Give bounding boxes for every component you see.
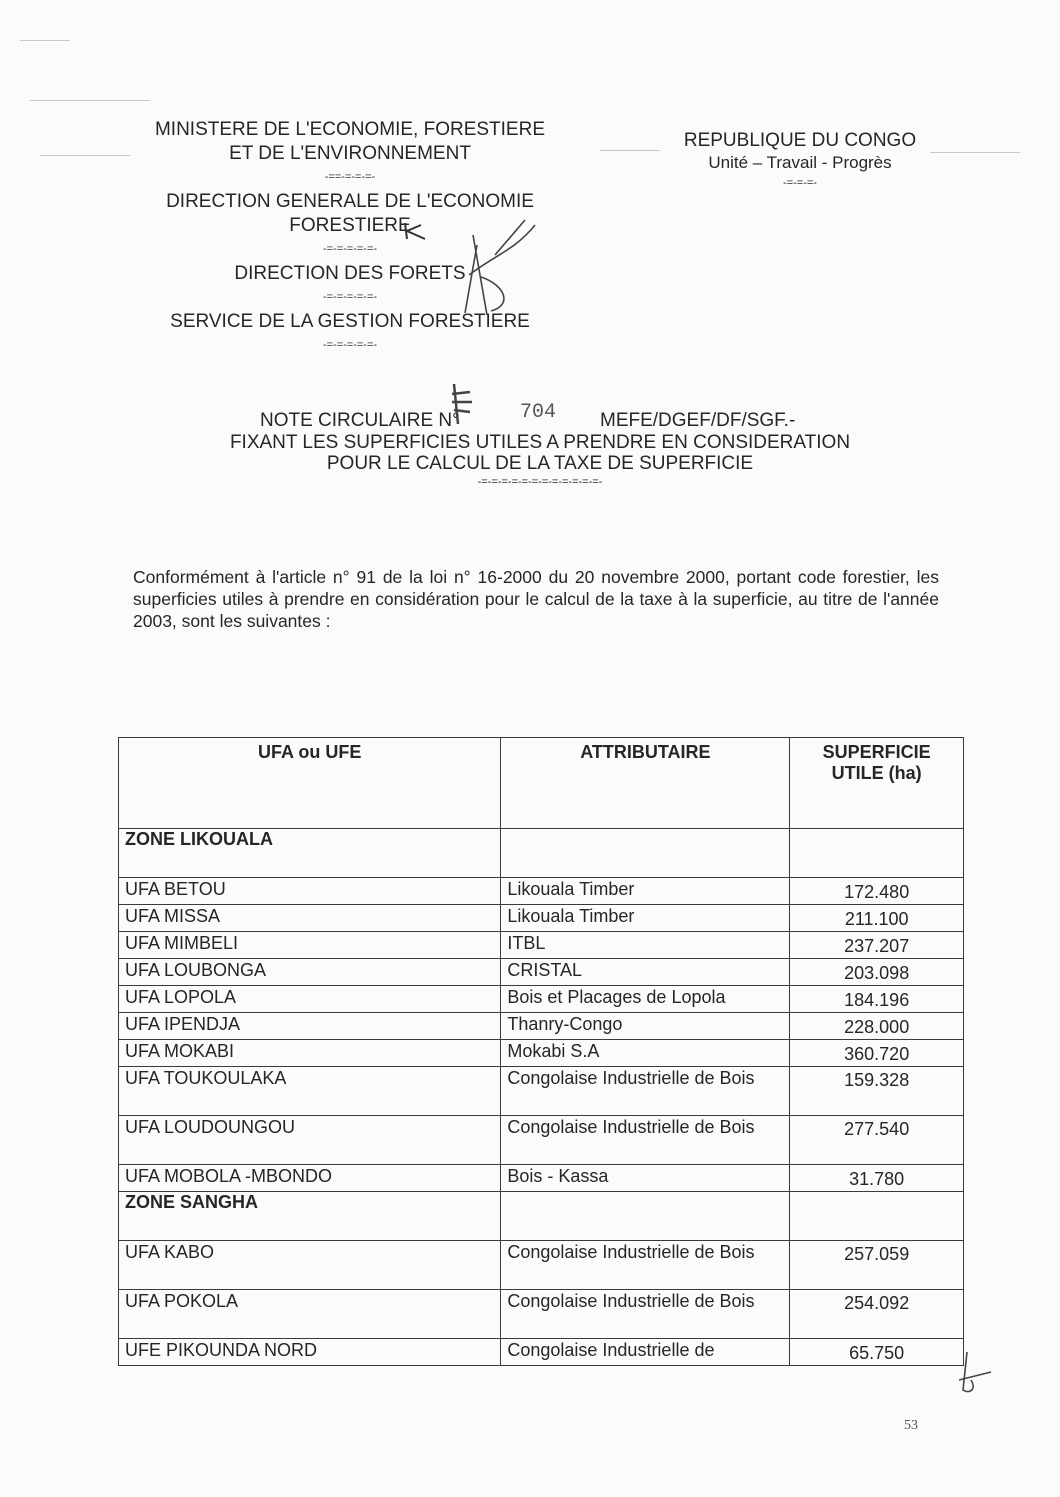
separator: -=-=-=-=-=- — [322, 243, 378, 255]
area-cell: 360.720 — [790, 1040, 964, 1067]
holder-cell: Congolaise Industrielle de Bois — [501, 1116, 790, 1165]
ministry-name-line2: ET DE L'ENVIRONNEMENT — [229, 143, 471, 164]
note-number-row — [140, 401, 940, 432]
holder-cell: Bois - Kassa — [501, 1165, 790, 1192]
note-title-line2: POUR LE CALCUL DE LA TAXE DE SUPERFICIE — [326, 453, 754, 474]
holder-cell: Bois et Placages de Lopola — [501, 986, 790, 1013]
ufa-cell: UFA TOUKOULAKA — [119, 1067, 501, 1116]
area-cell: 211.100 — [790, 905, 964, 932]
holder-cell: ITBL — [501, 932, 790, 959]
zone-label: ZONE LIKOUALA — [119, 829, 501, 878]
page-number: 53 — [904, 1418, 918, 1433]
country-name: REPUBLIQUE DU CONGO — [683, 130, 917, 151]
holder-cell: Congolaise Industrielle de — [501, 1339, 790, 1366]
table-row — [119, 1116, 964, 1165]
area-cell: 228.000 — [790, 1013, 964, 1040]
intro-paragraph: Conformément à l'article n° 91 de la loi n° 16-2000 du 20 novembre 2000, portant code forestier, les superficies utiles à prendre en considération pour le calcul de la taxe à la superficie, au titre de l'année 2003, sont les suivantes : — [133, 567, 939, 631]
national-motto: Unité – Travail - Progrès — [708, 153, 892, 172]
table-row — [119, 959, 964, 986]
area-cell: 31.780 — [790, 1165, 964, 1192]
zone-label: ZONE SANGHA — [119, 1192, 501, 1241]
column-header-holder: ATTRIBUTAIRE — [501, 738, 790, 829]
stamp-mark — [448, 380, 478, 430]
empty-cell — [501, 829, 790, 878]
holder-cell: Congolaise Industrielle de Bois — [501, 1241, 790, 1290]
scan-artifact — [30, 100, 150, 101]
holder-cell: Mokabi S.A — [501, 1040, 790, 1067]
column-header-ufa: UFA ou UFE — [119, 738, 501, 829]
table-row — [119, 932, 964, 959]
table-header-row — [119, 738, 964, 829]
holder-cell: Thanry-Congo — [501, 1013, 790, 1040]
table-row — [119, 1013, 964, 1040]
table-row — [119, 1290, 964, 1339]
note-prefix: NOTE CIRCULAIRE N° — [260, 410, 460, 431]
ufa-cell: UFA MISSA — [119, 905, 501, 932]
circular-note-title — [140, 401, 940, 490]
holder-cell: Congolaise Industrielle de Bois — [501, 1290, 790, 1339]
area-cell: 65.750 — [790, 1339, 964, 1366]
ufa-cell: UFA MIMBELI — [119, 932, 501, 959]
forest-areas-table — [118, 737, 964, 1366]
scan-artifact — [20, 40, 70, 41]
handwritten-initial — [955, 1350, 995, 1400]
separator: -=-=-=-=-=-=-=-=-=-=-=-=- — [477, 476, 603, 488]
ufa-cell: UFA KABO — [119, 1241, 501, 1290]
table-row — [119, 905, 964, 932]
ufa-cell: UFA BETOU — [119, 878, 501, 905]
note-number: 704 — [520, 401, 557, 424]
forest-management-service: SERVICE DE LA GESTION FORESTIERE — [170, 311, 530, 332]
table-row — [119, 1040, 964, 1067]
forest-directorate: DIRECTION DES FORETS — [234, 263, 466, 284]
area-cell: 159.328 — [790, 1067, 964, 1116]
table-row — [119, 1339, 964, 1366]
table-row — [119, 1241, 964, 1290]
separator: -==-=-=-=- — [324, 171, 376, 183]
area-cell: 254.092 — [790, 1290, 964, 1339]
area-cell: 203.098 — [790, 959, 964, 986]
area-cell: 237.207 — [790, 932, 964, 959]
table-row — [119, 878, 964, 905]
area-cell: 257.059 — [790, 1241, 964, 1290]
handwritten-signature — [395, 215, 545, 325]
separator: -=-=-=- — [783, 177, 817, 189]
column-header-area: SUPERFICIE UTILE (ha) — [790, 738, 964, 829]
area-cell: 172.480 — [790, 878, 964, 905]
ufa-cell: UFA MOBOLA -MBONDO — [119, 1165, 501, 1192]
area-cell: 277.540 — [790, 1116, 964, 1165]
area-cell: 184.196 — [790, 986, 964, 1013]
note-title-line1: FIXANT LES SUPERFICIES UTILES A PRENDRE EN CONSIDERATION — [229, 432, 851, 453]
table-row — [119, 986, 964, 1013]
ufa-cell: UFE PIKOUNDA NORD — [119, 1339, 501, 1366]
holder-cell: Likouala Timber — [501, 878, 790, 905]
holder-cell: CRISTAL — [501, 959, 790, 986]
ufa-cell: UFA POKOLA — [119, 1290, 501, 1339]
ufa-cell: UFA LOPOLA — [119, 986, 501, 1013]
ufa-cell: UFA IPENDJA — [119, 1013, 501, 1040]
table-row — [119, 1067, 964, 1116]
empty-cell — [790, 1192, 964, 1241]
zone-row-sangha — [119, 1192, 964, 1241]
directorate-general-line1: DIRECTION GENERALE DE L'ECONOMIE — [166, 191, 534, 212]
republic-header — [650, 130, 950, 190]
ministry-name-line1: MINISTERE DE L'ECONOMIE, FORESTIERE — [154, 119, 545, 140]
directorate-general-line2: FORESTIERE — [289, 215, 411, 236]
empty-cell — [501, 1192, 790, 1241]
separator: -=-=-=-=-=- — [322, 339, 378, 351]
ufa-cell: UFA MOKABI — [119, 1040, 501, 1067]
ufa-cell: UFA LOUDOUNGOU — [119, 1116, 501, 1165]
table-row — [119, 1165, 964, 1192]
holder-cell: Congolaise Industrielle de Bois — [501, 1067, 790, 1116]
separator: -=-=-=-=-=- — [322, 291, 378, 303]
empty-cell — [790, 829, 964, 878]
holder-cell: Likouala Timber — [501, 905, 790, 932]
note-reference: MEFE/DGEF/DF/SGF.- — [600, 410, 796, 431]
ufa-cell: UFA LOUBONGA — [119, 959, 501, 986]
zone-row-likouala — [119, 829, 964, 878]
